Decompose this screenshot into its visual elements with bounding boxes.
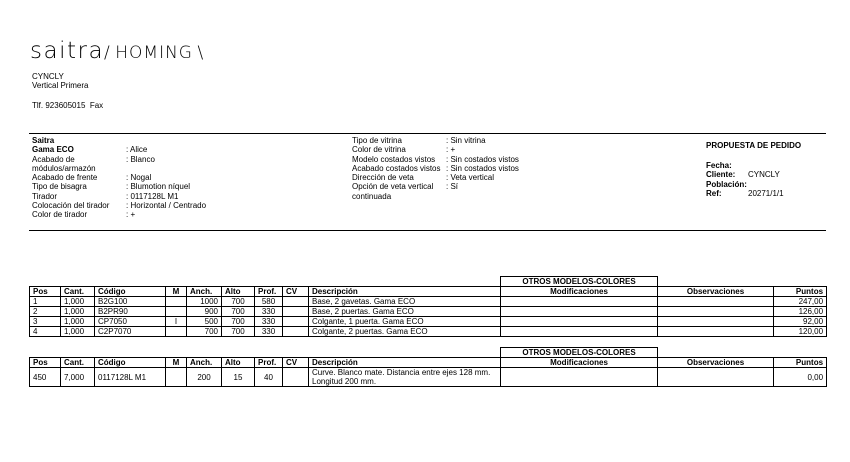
header-row (30, 358, 827, 368)
spec-tirador: Tirador : 0117128L M1 (32, 191, 179, 201)
col-anch: Anch. (187, 358, 222, 368)
spec-opcion-veta: Opción de veta vertical continuada : Sí (352, 182, 459, 201)
col-alto: Alto (222, 287, 255, 297)
col-puntos: Puntos (774, 358, 827, 368)
table-row: 2 1,000 B2PR90 900 700 330 Base, 2 puertas. Gama ECO 126,00 (30, 307, 827, 317)
brand-title: Saitra (32, 136, 55, 145)
brand-logo (30, 38, 204, 64)
col-codigo: Código (95, 358, 166, 368)
col-m: M (166, 358, 187, 368)
group-header: OTROS MODELOS-COLORES (501, 348, 658, 358)
col-codigo: Código (95, 287, 166, 297)
logo-sub: HOMING (115, 43, 193, 63)
col-puntos: Puntos (774, 287, 827, 297)
col-pos: Pos (30, 358, 61, 368)
group-header-row (30, 277, 827, 287)
col-m: M (166, 287, 187, 297)
company-address: Vertical Primera (32, 81, 89, 90)
group-header-row (30, 348, 827, 358)
col-modificaciones: Modificaciones (501, 287, 658, 297)
spec-colocacion-tirador: Colocación del tirador : Horizontal / Centrado (32, 201, 207, 211)
fax-label: Fax (89, 101, 104, 110)
col-alto: Alto (222, 358, 255, 368)
col-pos: Pos (30, 287, 61, 297)
logo-end: \ (197, 43, 205, 63)
specs-left (32, 136, 332, 220)
company-phone (32, 101, 103, 110)
order-poblacion: Población: (706, 179, 747, 189)
col-observaciones: Observaciones (658, 358, 774, 368)
col-anch: Anch. (187, 287, 222, 297)
order-title: PROPUESTA DE PEDIDO (706, 141, 802, 150)
col-cv: CV (283, 287, 309, 297)
order-fecha: Fecha: (706, 161, 732, 170)
col-cant: Cant. (61, 287, 95, 297)
header-row (30, 287, 827, 297)
col-observaciones: Observaciones (658, 287, 774, 297)
items-table-1 (29, 276, 827, 337)
col-descripcion: Descripción (309, 358, 501, 368)
spec-direccion-veta: Dirección de veta : Veta vertical (352, 173, 495, 183)
spec-acabado-modulos: Acabado de módulos/armazón : Blanco (32, 154, 155, 173)
order-info (706, 161, 821, 198)
col-prof: Prof. (255, 287, 283, 297)
table-row: 3 1,000 CP7050 I 500 700 330 Colgante, 1 puerta. Gama ECO 92,00 (30, 317, 827, 327)
divider-bottom (29, 230, 826, 231)
spec-acabado-costados: Acabado costados vistos : Sin costados vistos (352, 163, 519, 173)
spec-bisagra: Tipo de bisagra : Blumotion níquel (32, 182, 191, 192)
col-cant: Cant. (61, 358, 95, 368)
spec-acabado-frente: Acabado de frente : Nogal (32, 173, 152, 183)
spec-color-vitrina: Color de vitrina : + (352, 145, 456, 155)
col-cv: CV (283, 358, 309, 368)
table-row: 450 7,000 0117128L M1 200 15 40 Curve. Blanco mate. Distancia entre ejes 128 mm. Longitud 200 mm. 0,00 (30, 368, 827, 387)
table-row: 1 1,000 B2G100 1000 700 580 Base, 2 gavetas. Gama ECO 247,00 (30, 297, 827, 307)
col-prof: Prof. (255, 358, 283, 368)
col-modificaciones: Modificaciones (501, 358, 658, 368)
phone-value: 923605015 (45, 101, 86, 110)
spec-gama: Gama ECO : Alice (32, 145, 148, 155)
items-table-2 (29, 347, 827, 387)
company-name: CYNCLY (32, 72, 64, 81)
spec-tipo-vitrina: Tipo de vitrina : Sin vitrina (352, 136, 486, 145)
specs-middle (352, 136, 552, 201)
order-cliente: Cliente: CYNCLY (706, 170, 780, 180)
divider-top (29, 133, 826, 134)
logo-divider: / (104, 43, 111, 63)
col-descripcion: Descripción (309, 287, 501, 297)
table-row: 4 1,000 C2P7070 700 700 330 Colgante, 2 puertas. Gama ECO 120,00 (30, 327, 827, 337)
group-header: OTROS MODELOS-COLORES (501, 277, 658, 287)
phone-label: Tlf. (32, 101, 44, 110)
spec-color-tirador: Color de tirador : + (32, 210, 136, 220)
order-ref: Ref: 20271/1/1 (706, 188, 784, 198)
spec-modelo-costados: Modelo costados vistos : Sin costados vistos (352, 154, 519, 164)
logo-brand: saitra (30, 38, 105, 64)
